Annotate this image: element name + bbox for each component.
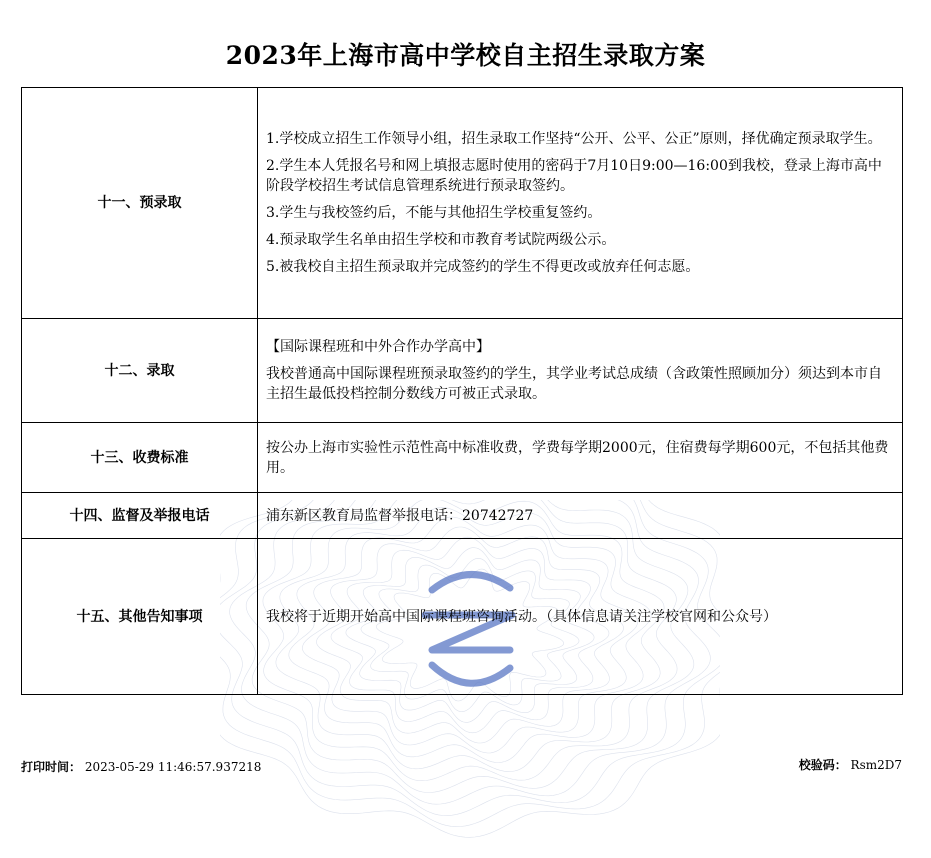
content-line: 我校将于近期开始高中国际课程班咨询活动。（具体信息请关注学校官网和公众号） [266, 608, 777, 625]
table-row [22, 493, 903, 539]
page-title: 2023年上海市高中学校自主招生录取方案 [225, 41, 706, 70]
table-row [22, 423, 903, 493]
table-row [22, 539, 903, 695]
check-code [799, 756, 902, 773]
print-time [21, 758, 261, 775]
row-label: 十四、监督及举报电话 [22, 493, 258, 539]
content-line: 2.学生本人凭报名号和网上填报志愿时使用的密码于7月10日9:00—16:00到我校，登录上海市高中阶段学校招生考试信息管理系统进行预录取签约。 [266, 158, 882, 194]
print-time-value: 2023-05-29 11:46:57.937218 [84, 760, 262, 774]
check-code-label: 校验码： [798, 758, 847, 772]
row-label: 十一、预录取 [22, 88, 258, 319]
content-line: 按公办上海市实验性示范性高中标准收费，学费每学期2000元，住宿费每学期600元，不包括其他费用。 [266, 439, 889, 476]
print-time-label: 打印时间： [21, 760, 82, 774]
row-label: 十五、其他告知事项 [22, 539, 258, 695]
check-code-value: Rsm2D7 [850, 758, 902, 772]
content-line: 浦东新区教育局监督举报电话：20742727 [266, 507, 534, 524]
row-content [258, 493, 903, 539]
table-row [22, 319, 903, 423]
content-line: 【国际课程班和中外合作办学高中】 [266, 339, 490, 355]
content-line: 3.学生与我校签约后，不能与其他招生学校重复签约。 [266, 205, 602, 221]
content-line: 5.被我校自主招生预录取并完成签约的学生不得更改或放弃任何志愿。 [266, 259, 700, 275]
content-line: 我校普通高中国际课程班预录取签约的学生，其学业考试总成绩（含政策性照顾加分）须达到本市自主招生最低投档控制分数线方可被正式录取。 [266, 366, 882, 402]
row-content [258, 319, 903, 423]
row-label: 十二、录取 [22, 319, 258, 423]
row-content [258, 539, 903, 695]
content-line: 4.预录取学生名单由招生学校和市教育考试院两级公示。 [266, 232, 616, 248]
admission-plan-table [21, 87, 903, 695]
table-row [22, 88, 903, 319]
row-content [258, 88, 903, 319]
row-label: 十三、收费标准 [22, 423, 258, 493]
row-content [258, 423, 903, 493]
content-line: 1.学校成立招生工作领导小组，招生录取工作坚持“公开、公平、公正”原则，择优确定预录取学生。 [266, 131, 882, 147]
